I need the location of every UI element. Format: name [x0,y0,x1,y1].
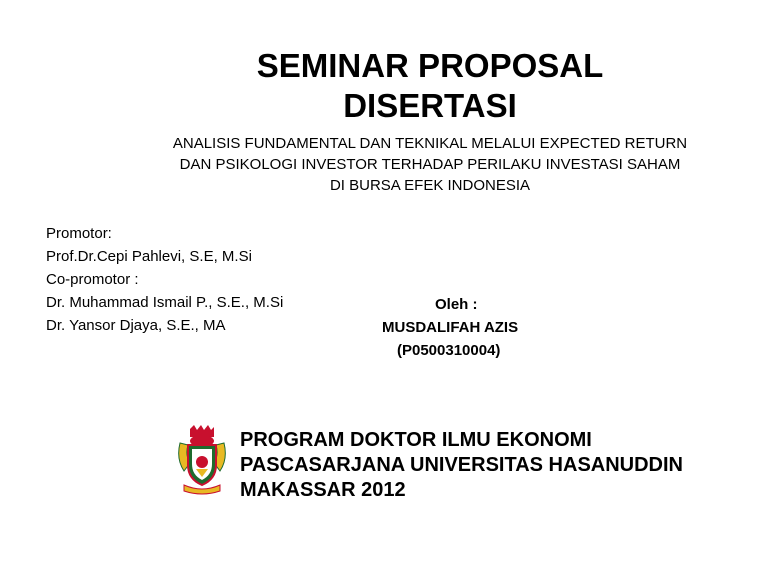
copromotor-label: Co-promotor : [46,271,139,288]
page-title [200,46,660,126]
author-label: Oleh : [435,296,478,313]
title-line-2: DISERTASI [343,87,517,124]
university-emblem-icon [176,425,228,495]
promotor-name: Prof.Dr.Cepi Pahlevi, S.E, M.Si [46,248,252,265]
promotor-label: Promotor: [46,225,112,242]
subtitle-line-3: DI BURSA EFEK INDONESIA [329,177,531,194]
committee-list [46,222,366,337]
copromotor-name-2: Dr. Yansor Djaya, S.E., MA [46,317,226,334]
author-id: (P0500310004) [397,342,501,359]
title-line-1: SEMINAR PROPOSAL [256,47,604,84]
program-block [240,428,740,503]
copromotor-name-1: Dr. Muhammad Ismail P., S.E., M.Si [46,294,284,311]
subtitle-line-1: ANALISIS FUNDAMENTAL DAN TEKNIKAL MELALUI EXPECTED RETURN [172,135,688,152]
program-line-3: MAKASSAR 2012 [240,479,406,501]
program-line-2: PASCASARJANA UNIVERSITAS HASANUDDIN [240,454,683,476]
author-block [382,293,562,362]
subtitle-line-2: DAN PSIKOLOGI INVESTOR TERHADAP PERILAKU INVESTASI SAHAM [179,156,681,173]
author-name: MUSDALIFAH AZIS [382,319,519,336]
dissertation-subtitle [130,133,730,196]
program-line-1: PROGRAM DOKTOR ILMU EKONOMI [240,429,592,451]
